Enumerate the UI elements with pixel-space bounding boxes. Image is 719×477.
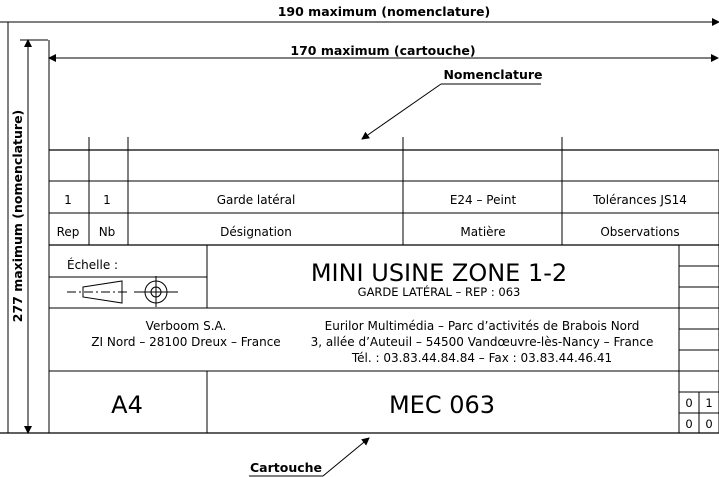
index-r2c1: 0: [685, 417, 693, 431]
dimension-170: [49, 43, 718, 58]
dimension-190: [0, 4, 719, 22]
nomenclature-callout-label: Nomenclature: [443, 67, 543, 82]
drawing-title: MINI USINE ZONE 1-2: [310, 259, 568, 287]
dimension-190-label: 190 maximum (nomenclature): [277, 4, 491, 19]
format-label: A4: [111, 391, 143, 419]
cartouche-callout-label: Cartouche: [249, 460, 323, 475]
nomenclature-table: [49, 137, 719, 245]
index-r2c2: 0: [705, 417, 713, 431]
dimension-277-label: 277 maximum (nomenclature): [10, 109, 25, 323]
index-r1c2: 1: [705, 396, 713, 410]
header-designation: Désignation: [220, 225, 292, 239]
echelle-label: Échelle :: [67, 258, 119, 272]
cartouche-callout: [249, 438, 369, 476]
header-matiere: Matière: [460, 225, 506, 239]
dimension-277: [10, 40, 28, 433]
row-designation: Garde latéral: [216, 193, 296, 207]
header-nb: Nb: [98, 225, 116, 239]
drawing-subtitle: GARDE LATÉRAL – REP : 063: [357, 285, 521, 299]
row-rep: 1: [64, 193, 72, 207]
company-right-phone: Tél. : 03.83.44.84.84 – Fax : 03.83.44.46.41: [351, 351, 613, 365]
company-right-address: 3, allée d’Auteuil – 54500 Vandœuvre-lès-Nancy – France: [310, 335, 654, 349]
row-observations: Tolérances JS14: [593, 193, 687, 207]
row-nb: 1: [103, 193, 111, 207]
header-observations: Observations: [600, 225, 680, 239]
nomenclature-callout: [362, 67, 543, 139]
header-rep: Rep: [56, 225, 80, 239]
index-r1c1: 0: [685, 396, 693, 410]
row-matiere: E24 – Peint: [449, 193, 517, 207]
company-left-address: ZI Nord – 28100 Dreux – France: [91, 335, 281, 349]
dimension-170-label: 170 maximum (cartouche): [290, 43, 476, 58]
projection-symbol-icon: [67, 276, 178, 307]
drawing-number: MEC 063: [388, 391, 496, 419]
company-right-name: Eurilor Multimédia – Parc d’activités de Brabois Nord: [324, 319, 640, 333]
company-left-name: Verboom S.A.: [145, 319, 227, 333]
